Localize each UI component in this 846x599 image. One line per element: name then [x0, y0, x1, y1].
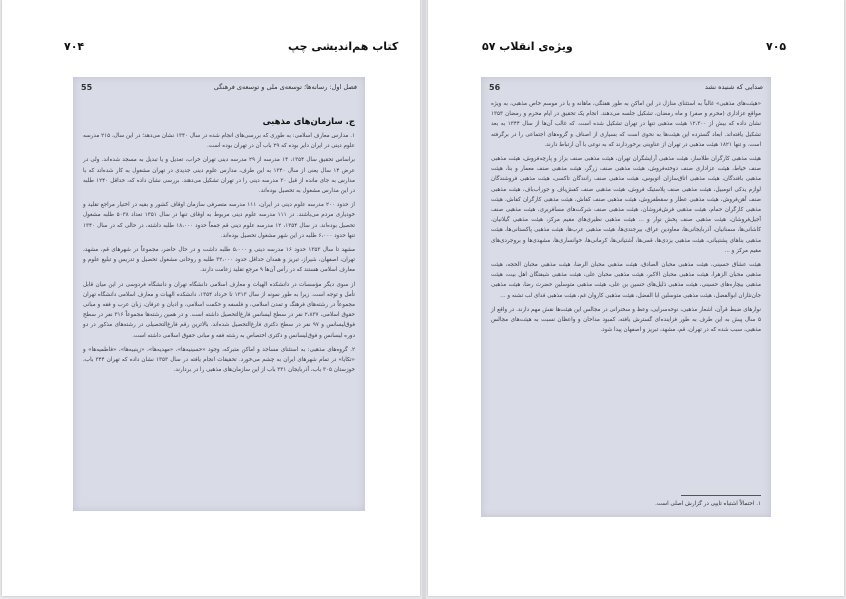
right-page-number: ۷۰۵: [766, 40, 787, 53]
right-paragraph: «هیئت‌های مذهبی» غالباً به استثنای منازل در این اماکن به طور هفتگی، ماهانه و یا در موسم خاص مذهبی، به ویژه مواقع عزاداری (محرم و صفر) و ماه رمضان، تشکیل جلسه می‌دهند. انجام یک تحقیق در ایام محرم و رمضان ۱۳۵۳ نشان داده که بیش از ۱۲،۳۰۰ هیئت مذهبی تنها در تهران تشکیل شده است. که غالب آن‌ها از سال ۱۳۴۴ به بعد تشکیل یافته‌اند. ابعاد گسترده این هیئت‌ها به نحوی است که بسیاری از اصناف و گروه‌های اجتماعی را در برگرفته است. و تنها ۱۸۲۱ هیئت مذهبی در تهران از عناوینی برخوردارند که به نوعی با آن ارتباط دارند.: [491, 101, 761, 148]
left-section-title: ج. سازمان‌های مذهبی: [262, 117, 355, 127]
footnote-rule: [681, 495, 761, 496]
right-scan-page-number: 56: [489, 83, 501, 92]
right-issue-title: ویژه‌ی انقلاب ۵۷: [482, 40, 573, 53]
right-scan-body: [491, 99, 761, 339]
left-page-number: ۷۰۴: [64, 40, 85, 53]
left-paragraph: مشهد تا سال ۱۳۵۳ حدود ۱۶ مدرسه دینی و ۵،۰۰۰ طلبه داشت و در حال حاضر، مجموعاً در شهرهای قم، مشهد، تهران، اصفهان، شیراز، تبریز و همدان حداقل حدود ۳۲،۰۰۰ طلبه و روحانی مشغول تحصیل و تدریس و تبلیغ علوم و معارف اسلامی هستند که در رأس آن‌ها ۹ مرجع تقلید زعامت دارند.: [83, 247, 355, 274]
left-paragraph: ۲. گروه‌های مذهبی: به استثنای مساجد و اماکن متبرکه، وجود «حسینیه‌ها»، «مهدیه‌ها»، «زینبیه‌ها»، «فاطمیه‌ها» و «تکایا» در تمام شهرهای ایران به چشم می‌خورد. تحقیقات انجام یافته در سال ۱۳۵۳ نشان داده که تهران ۳۴۴ باب، خوزستان ۳۰۵ باب، آذربایجان ۳۳۱ باب از این سازمان‌های مذهبی را در بردارند.: [83, 346, 355, 374]
left-book-title: کتاب هم‌اندیشی چپ: [288, 40, 399, 53]
right-page: [428, 0, 844, 596]
left-scan-body: [83, 117, 355, 379]
footnote: ۱. احتمالاً اشتباه تایپی در گزارش اصلی است.: [655, 501, 761, 507]
left-paragraph: ۱. مدارس معارف اسلامی: به طوری که بررسی‌های انجام شده در سال ۱۳۴۰ نشان می‌دهد؛ در این سال، ۲۱۵ مدرسه علوم دینی در ایران دایر بوده که ۲۹ باب آن در تهران بوده است.: [83, 133, 356, 150]
right-scan-header: [489, 83, 763, 95]
right-scan-header-text: صدایی که شنیده نشد: [705, 83, 763, 91]
left-scan-header: [81, 83, 357, 95]
left-scanned-page: [73, 77, 365, 511]
left-paragraph: براساس تحقیق سال ۱۳۵۴، ۱۴ مدرسه از ۲۹ مدرسه دینی تهران خراب، تعدیل و یا تبدیل به مسجد شده‌اند. ولی در عرض ۱۴ سال یعنی از سال ۱۳۴۰ به این طرف، مدارس علوم دینی جدیدی در تهران مشغول به کار شده‌اند که با مدارس به جای مانده از قبل ۳۰ مدرسه دینی را در تهران تشکیل می‌دهند. بررسی نشان داده که، حداقل ۱۲۴۰ طلبه در این مدارس مشغول به تحصیل بوده‌اند.: [83, 157, 355, 195]
right-scanned-page: [481, 77, 771, 517]
right-paragraph: هیئت عشاق حسینی، هیئت مذهبی محبان الصادق، هیئت مذهبی محبان الرضا، هیئت مذهبی محبان الحجه، هیئت مذهبی محبان الزهرا، هیئت مذهبی محبان الاکبر، هیئت مذهبی محبان علی، هیئت مذهبی شیفتگان اهل بیت، هیئت مذهبی بیچاره‌های حسینی، هیئت مذهبی ذلیل‌های حسین بن علی، هیئت مذهبی متوسلین حضرت رضا، هیئت مذهبی جان‌نثاران ابوالفضل، هیئت مذهبی متوسلین ابا الفضل، هیئت مذهبی کاروان غم، هیئت مذهبی فدای لب تشنه و ...: [491, 262, 761, 299]
right-paragraph: هیئت مذهبی کارگران طلاساز، هیئت مذهبی آرایشگران تهران، هیئت مذهبی صنف بزاز و پارچه‌فروش، هیئت مذهبی صنف خیاط، هیئت عزاداری صنف دوخته‌فروش، هیئت مذهبی صنف زرگر، هیئت مذهبی صنف معمار و بنا، هیئت مذهبی بافندگان، هیئت مذهبی اتاق‌سازان اتوبوس، هیئت مذهبی صنف رانندگان تاکسی، هیئت مذهبی فروشندگان لوازم یدکی اتومبیل، هیئت مذهبی صنف پلاستیک فروش، هیئت مذهبی صنف کفش‌باف و جوراب‌باف، هیئت مذهبی صنف آهن‌فروش، هیئت مذهبی عطار و سقطفروش، هیئت مذهبی صنف کفاش، هیئت مذهبی کارگران کفاش، هیئت مذهبی کارگران حمام، هیئت مذهبی فرش‌فروشان، هیئت مذهبی صنف شرکت‌های مسافربری، هیئت مذهبی صنف آجیل‌فروشان، هیئت مذهبی صنف پخش نوار و ... هیئت مذهبی نظیری‌های مقیم مرکز، هیئت مذهبی گیلانیان، کاشانی‌ها، سمنانیان، آذربایجانی‌ها، معاودین عراق، بیرجندی‌ها، هیئت مذهبی عرب‌ها، هیئت مذهبی پاکستانی‌ها، هیئت مذهبی بناهای پشتیبانی، هیئت مذهبی یزدی‌ها، قمی‌ها، آشتیانی‌ها، کرمانی‌ها، خوانساری‌ها، مشهدی‌ها و بروجردی‌های مقیم مرکز و ...: [491, 156, 761, 254]
left-paragraph: از حدود ۲۰۰ مدرسه علوم دینی در ایران، ۱۱۱ مدرسه متصرفی سازمان اوقاف کشور و بقیه در اختیار مراجع تقلید و خودیاری مردم می‌باشند. در ۱۱۱ مدرسه علوم دینی مربوط به اوقاف تنها در سال ۱۳۵۱ تعداد ۵۰۳۸ طلبه مشغول تحصیل بوده‌اند. در سال ۱۳۵۴، ۱۲ مدرسه علوم دینی قم جمعاً حدود ۱۸،۰۰۰ طلبه داشته، در حالی که در سال ۱۳۴۰ تنها حدود ۶،۰۰۰ طلبه در این شهر مشغول تحصیل بوده‌اند.: [83, 202, 355, 239]
left-paragraph: از سوی دیگر مؤسسات در دانشکده الهیات و معارف اسلامی دانشگاه تهران و دانشگاه فردوسی در این میان قابل تأمل و توجه است. زیرا به طور نمونه از سال ۱۳۱۳ تا خرداد ۱۳۵۴، دانشکده الهیات و معارف اسلامی دانشگاه تهران مجموعاً در رشته‌های فرهنگ و تمدن اسلامی، و فلسفه و حکمت اسلامی، و ادیان و عرفان، زبان عرب و فقه و مبانی حقوق اسلامی، ۲،۸۳۷ نفر در سطح لیسانس فارغ‌التحصیل داشته است. و در همین رشته‌ها مجموعاً ۳۱۶ نفر در سطح فوق‌لیسانس و ۹۷ نفر در سطح دکتری فارغ‌التحصیل شده‌اند. بالاترین رقم فارغ‌التحصیلی در رشته‌های مذکور در دو دوره لیسانس و فوق‌لیسانس و دکتری اختصاص به رشته فقه و مبانی حقوق اسلامی داشته است.: [83, 281, 355, 339]
left-scan-chapter: فصل اول: رسانه‌ها؛ توسعه‌ی ملی و توسعه‌ی فرهنگی: [213, 83, 357, 91]
right-paragraph: نوارهای ضبط قرآن، اشعار مذهبی، نوحه‌سرایی، وعظ و سخنرانی در مجالس این هیئت‌ها نقش مهم دارند. در واقع از ۵ سال پیش به این طرف به طور فزاینده‌ای گسترش یافته، کمبود مداحان و واعظان نسبت به هیئت‌های مجالس مذهبی، سبب شده که در تهران، قم، مشهد، تبریز و اصفهان پیدا شود.: [491, 306, 761, 334]
left-page: [2, 0, 420, 596]
left-scan-page-number: 55: [81, 83, 93, 92]
page-gutter: [422, 0, 426, 599]
